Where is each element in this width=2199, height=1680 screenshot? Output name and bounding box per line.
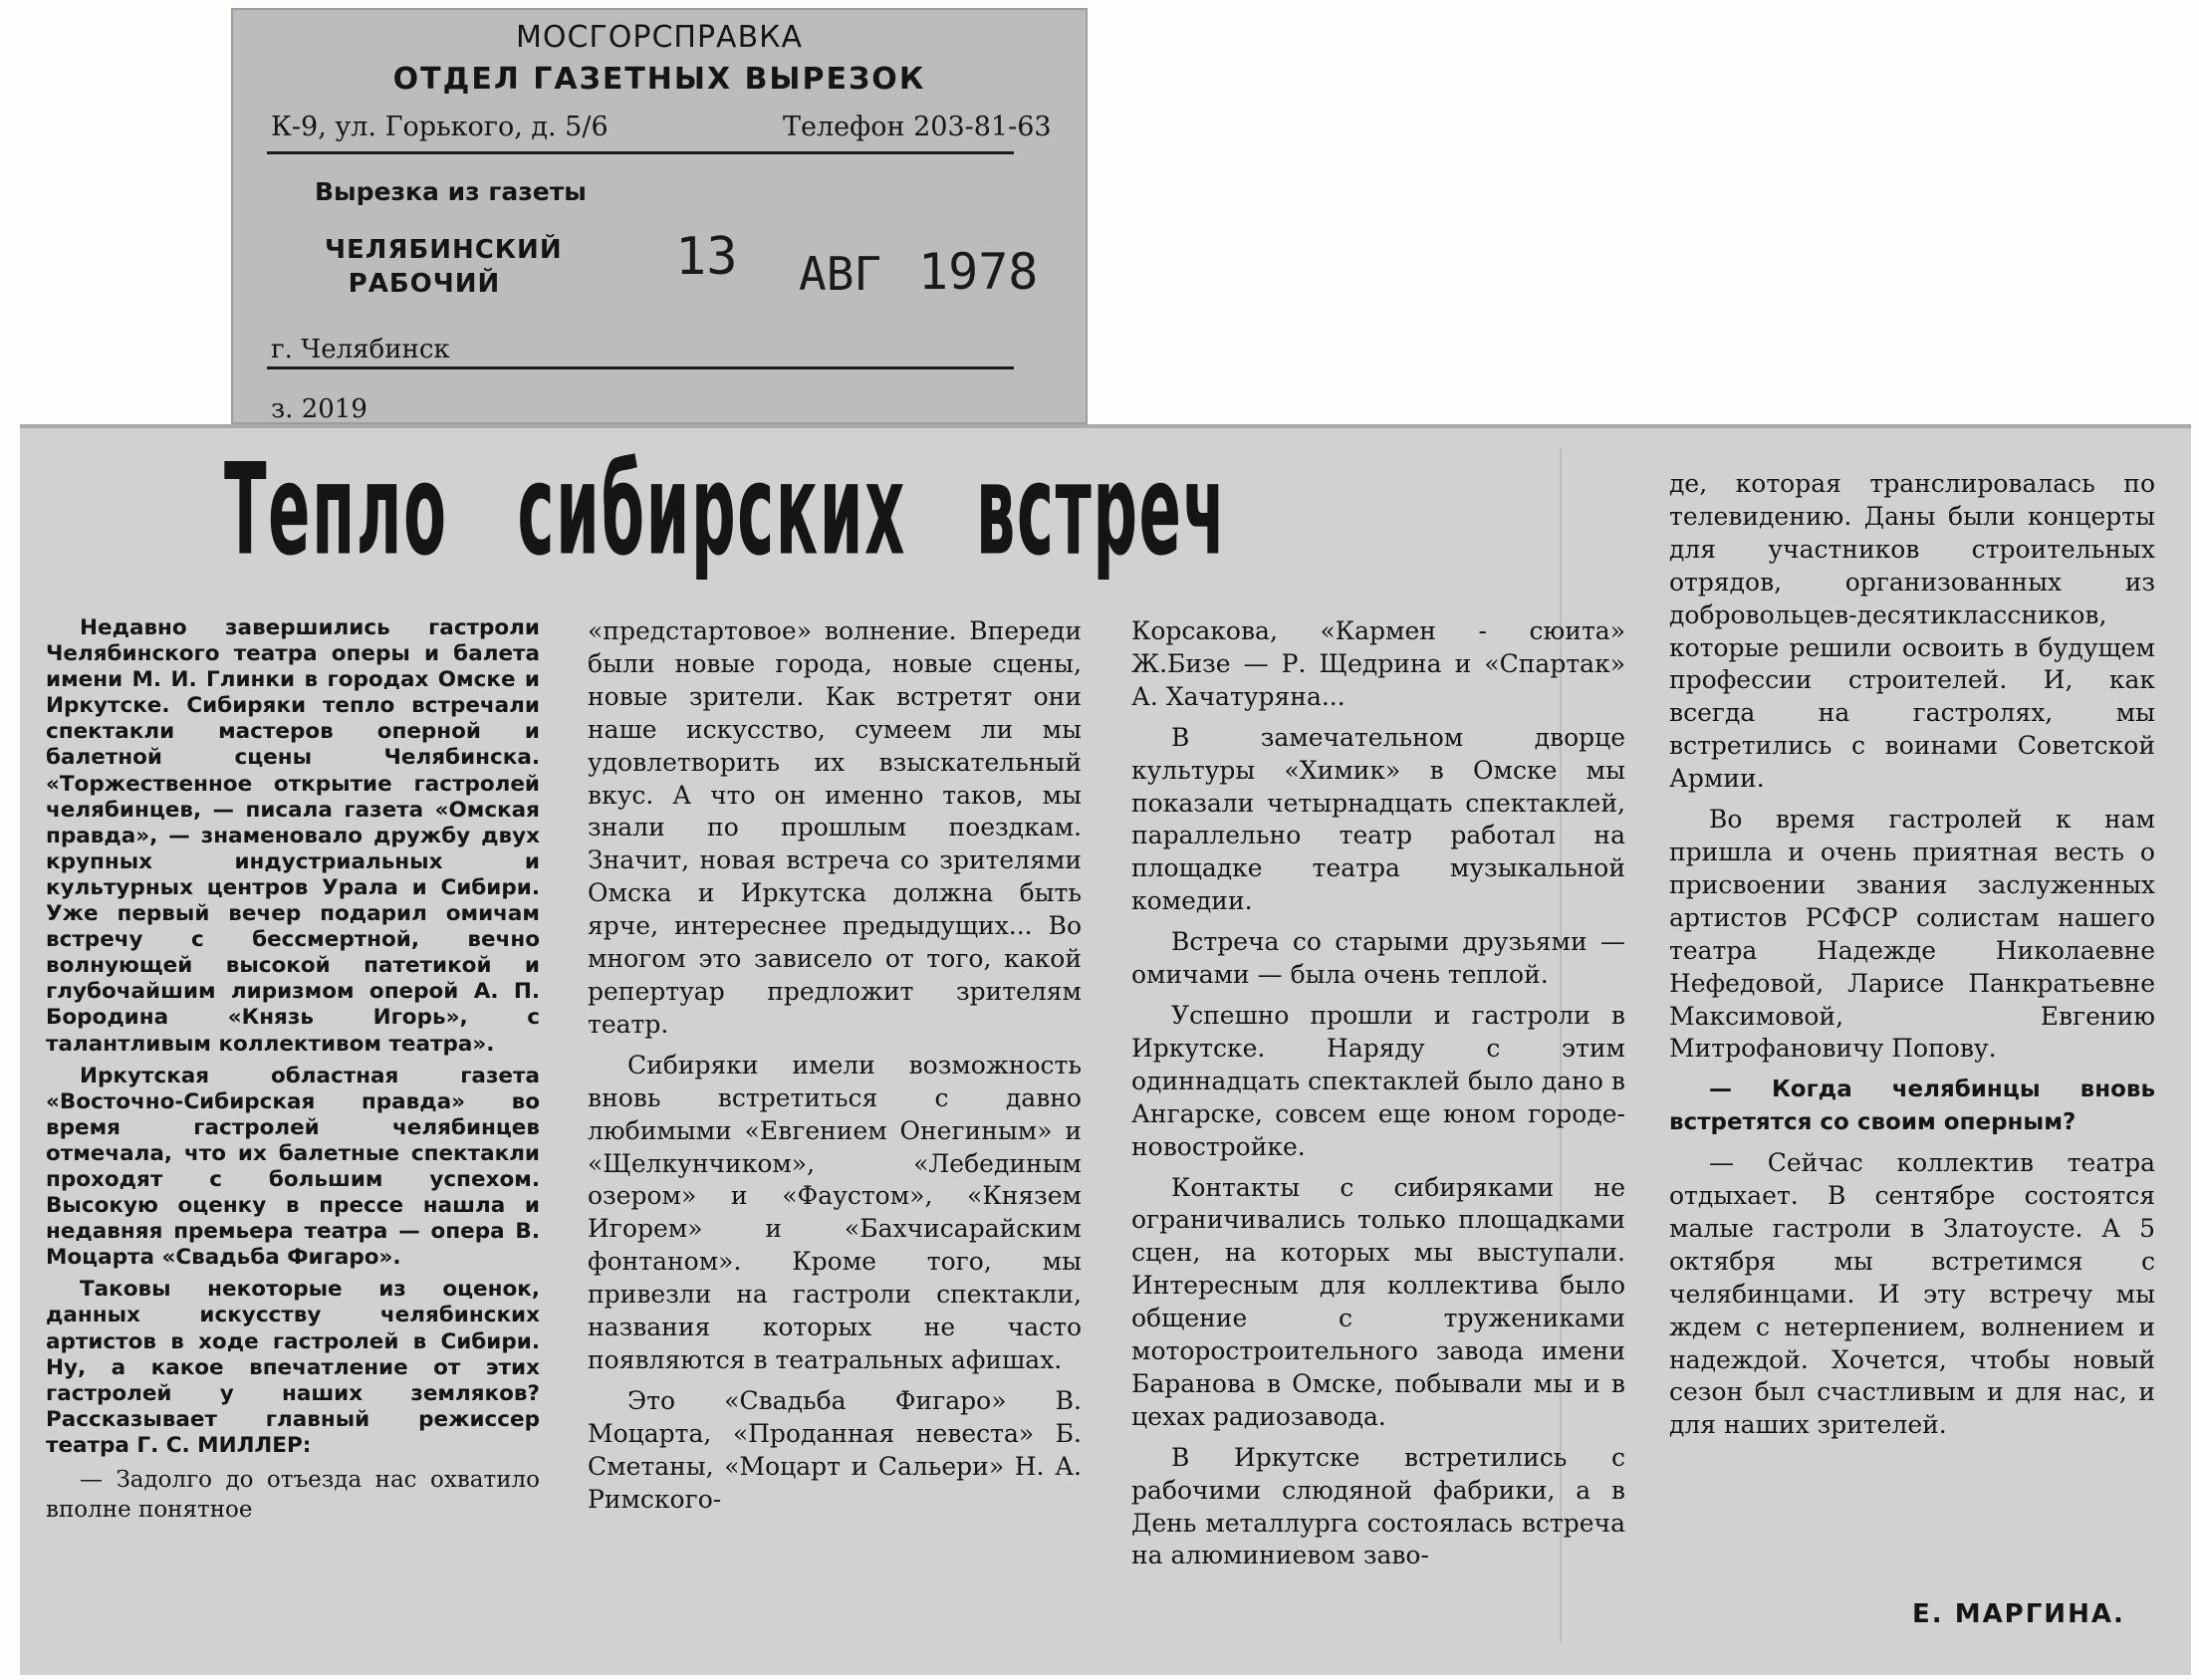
newspaper-name-line2: РАБОЧИЙ — [348, 269, 501, 299]
date-stamp-year: 1978 — [918, 243, 1039, 301]
paragraph: Это «Свадьба Фигаро» В. Моцарта, «Проданная невеста» Б. Сметаны, «Моцарт и Сальери» Н. А. Римского- — [588, 1385, 1082, 1514]
paragraph: Таковы некоторые из оценок, данных искусству челябинских артистов в ходе гастролей в Сибири. Ну, а какое впечатление от этих гастролей у наших земляков? Рассказывает главный режиссер театра Г. С. МИЛЛЕР: — [46, 1277, 540, 1458]
paragraph: Встреча со старыми друзьями — омичами — была очень теплой. — [1131, 927, 1625, 990]
order-number: з. 2019 — [271, 394, 367, 424]
agency-phone: Телефон 203-81-63 — [783, 112, 1052, 142]
paragraph: Сибиряки имели возможность вновь встретиться с давно любимыми «Евгением Онегиным» и «Щелкунчиком», «Лебединым озером» и «Фаустом», «Князем Игорем» и «Бахчисарайским фонтаном». Кроме того, мы привезли на гастроли спектакли, названия которых не часто появляются в театральных афишах. — [588, 1050, 1082, 1374]
newspaper-name — [325, 233, 563, 301]
paragraph: В Иркутске встретились с рабочими слюдяной фабрики, а в День металлурга состоялась встреча на алюминиевом заво- — [1131, 1442, 1625, 1570]
date-stamp-month: АВГ — [799, 247, 882, 301]
article-column-3 — [1131, 615, 1625, 1580]
label-divider-bottom — [267, 366, 1014, 369]
agency-address: К-9, ул. Горького, д. 5/6 — [271, 112, 609, 142]
paragraph: — Задолго до отъезда нас охватило вполне понятное — [46, 1467, 540, 1523]
paragraph: де, которая транслировалась по телевидению. Даны были концерты для участников строительных отрядов, организованных из добровольцев-десятиклассников, которые решили освоить в будущем профессии строителей. И, как всегда на гастролях, мы встретились с воинами Советской Армии. — [1669, 469, 2155, 794]
article-author: Е. МАРГИНА. — [1912, 1599, 2125, 1629]
paragraph: Иркутская областная газета «Восточно-Сибирская правда» во время гастролей челябинцев отмечала, что их балетные спектакли проходят с большим успехом. Высокую оценку в прессе нашла и недавняя премьера театра — опера В. Моцарта «Свадьба Фигаро». — [46, 1063, 540, 1271]
newspaper-city: г. Челябинск — [271, 335, 450, 364]
agency-name: МОСГОРСПРАВКА — [516, 20, 803, 55]
date-stamp-day: 13 — [675, 227, 738, 287]
paragraph: Корсакова, «Кармен - сюита» Ж.Бизе — Р. Щедрина и «Спартак» А. Хачатуряна... — [1131, 616, 1625, 711]
newspaper-name-line1: ЧЕЛЯБИНСКИЙ — [325, 235, 563, 265]
clipping-service-label — [231, 8, 1088, 424]
paragraph: Во время гастролей к нам пришла и очень приятная весть о присвоении звания заслуженных артистов РСФСР солистам нашего театра Надежде Николаевне Нефедовой, Ларисе Панкратьевне Максимовой, Евгению Митрофановичу Попову. — [1669, 805, 2155, 1064]
paragraph: В замечательном дворце культуры «Химик» в Омске мы показали четырнадцать спектаклей, параллельно театр работал на площадке театра музыкальной комедии. — [1131, 722, 1625, 916]
paragraph: Контакты с сибиряками не ограничивались только площадками сцен, на которых мы выступали. Интересным для коллектива было общение с тружениками моторостроительного завода имени Баранова в Омске, побывали мы и в цехах радиозавода. — [1131, 1172, 1625, 1431]
article-column-1 — [46, 615, 540, 1531]
clipping-from-text: Вырезка из газеты — [315, 177, 587, 206]
interview-question: — Когда челябинцы вновь встретятся со своим оперным? — [1669, 1077, 2155, 1136]
article-column-4 — [1669, 468, 2155, 1450]
article-headline: Тепло сибирских встреч — [224, 438, 1227, 585]
label-divider — [267, 151, 1014, 154]
paragraph: Успешно прошли и гастроли в Иркутске. Наряду с этим одиннадцать спектаклей было дано в Ангарске, совсем еще юном городе-новостройке. — [1131, 1000, 1625, 1161]
article-column-2 — [588, 615, 1082, 1524]
clipping-edge — [20, 424, 2191, 428]
paragraph: «предстартовое» волнение. Впереди были новые города, новые сцены, новые зрители. Как встретят они наше искусство, сумеем ли мы удовлетворить их взыскательный вкус. А что он именно таков, мы знали по прошлым поездкам. Значит, новая встреча со зрителями Омска и Иркутска должна быть ярче, интереснее предыдущих... Во многом это зависело от того, какой репертуар предложит зрителям театр. — [588, 616, 1082, 1039]
paragraph: — Сейчас коллектив театра отдыхает. В сентябре состоятся малые гастроли в Златоусте. А 5 октября мы встретимся с челябинцами. И эту встречу мы ждем с нетерпением, волнением и надеждой. Хочется, чтобы новый сезон был счастливым и для нас, и для наших зрителей. — [1669, 1148, 2155, 1440]
paragraph: Недавно завершились гастроли Челябинского театра оперы и балета имени М. И. Глинки в городах Омске и Иркутске. Сибиряки тепло встречали спектакли мастеров оперной и балетной сцены Челябинска. «Торжественное открытие гастролей челябинцев, — писала газета «Омская правда», — знаменовало дружбу двух крупных индустриальных и культурных центров Урала и Сибири. Уже первый вечер подарил омичам встречу с бессмертной, вечно волнующей высокой патетикой и глубочайшим лиризмом оперой А. П. Бородина «Князь Игорь», с талантливым коллективом театра». — [46, 615, 540, 1057]
department-name: ОТДЕЛ ГАЗЕТНЫХ ВЫРЕЗОК — [392, 62, 926, 97]
